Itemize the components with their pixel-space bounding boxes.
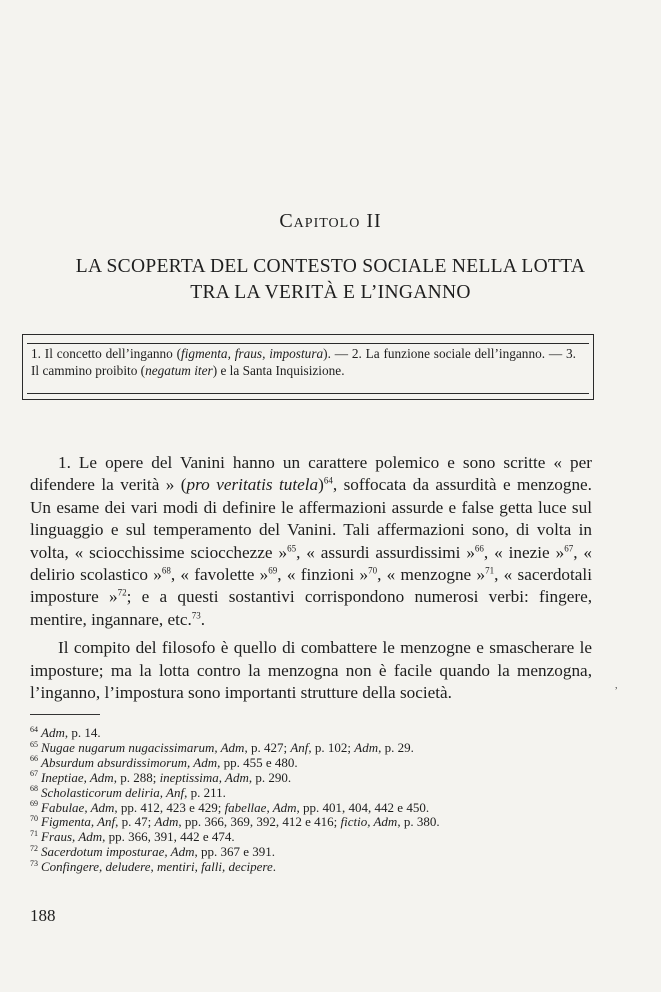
page-number: 188 (30, 906, 56, 925)
footnote-ref[interactable]: 69 (268, 565, 278, 576)
footnote-text: , pp. 366, 391, 442 e 474. (102, 829, 235, 845)
footnote-ref[interactable]: 72 (117, 587, 127, 598)
chapter-label-text: Capitolo II (279, 210, 382, 232)
chapter-title-line-2: TRA LA VERITÀ E L’INGANNO (190, 282, 471, 303)
footnote-text: , pp. 367 e 391. (194, 844, 275, 860)
footnote-number: 64 (30, 724, 38, 734)
footnote-text: , pp. 412, 423 e 429; (114, 799, 225, 815)
summary-italic: negatum iter (145, 363, 213, 378)
footnote-text: , p. 380. (397, 814, 440, 830)
footnote-text: , p. 290. (248, 769, 292, 785)
footnote-text: , pp. 366, 369, 392, 412 e 416; (178, 814, 341, 830)
footnote-italic: Adm (41, 725, 65, 740)
chapter-title (40, 254, 621, 306)
text-run: , « sacerdotali imposture » (30, 565, 592, 607)
footnote-number: 69 (30, 799, 38, 809)
footnote-italic: Fabulae, Adm (41, 799, 115, 815)
chapter-label (0, 210, 661, 233)
footnote-67 (30, 771, 570, 786)
footnote-text: , p. 102; (308, 739, 355, 755)
footnote-ref[interactable]: 70 (368, 565, 378, 576)
footnote-italic: ineptissima, Adm (159, 769, 249, 785)
footnote-italic: Figmenta, Anf (41, 814, 116, 830)
text-run: , « delirio scolastico » (30, 542, 593, 585)
paragraph-2: Il compito del filosofo è quello di combattere le menzogne e smascherare le imposture; ma la lotta contro la menzogna non è facile quando la menzogna, l’inganno, l’impostura sono importanti strutture della società. (30, 638, 592, 703)
chapter-summary-box (22, 334, 594, 400)
paragraph-1 (30, 452, 592, 631)
footnote-ref[interactable]: 67 (564, 542, 574, 553)
footnote-73 (30, 860, 570, 875)
footnote-text: , p. 427; (244, 739, 291, 755)
text-italic: pro veritatis tutela (186, 475, 319, 495)
text-run: . (200, 609, 206, 629)
footnote-number: 68 (30, 784, 38, 794)
summary-italic: figmenta, fraus, impostura (181, 346, 324, 361)
footnote-italic: Sacerdotum imposturae, Adm (41, 844, 195, 860)
footnote-number: 73 (30, 858, 38, 868)
footnote-72 (30, 845, 570, 860)
text-run: , soffocata da assurdità e menzogne. Un esame dei vari modi di definire le affermazioni assurde e false getta luce sul linguaggio e sul temperamento del Vanini. Tali affermazioni sono, di volta in volta, « sciocchissime sciocchezze » (30, 475, 592, 562)
footnote-text: , p. 29. (378, 739, 414, 755)
chapter-title-line-1: LA SCOPERTA DEL CONTESTO SOCIALE NELLA LOTTA (75, 256, 586, 277)
footnote-text: . (272, 859, 277, 875)
footnote-number: 72 (30, 843, 38, 853)
main-text (30, 452, 592, 704)
footnote-66 (30, 756, 570, 771)
footnote-separator (30, 714, 100, 715)
footnote-text: , p. 14. (64, 725, 101, 740)
footnote-number: 71 (30, 829, 38, 839)
footnotes (30, 726, 570, 875)
text-run: , « assurdi assurdissimi » (296, 542, 475, 562)
footnote-italic: Adm (154, 814, 179, 830)
summary-text-part: ). — 2. La funzione sociale dell’inganno. — 3. Il cammino proibito ( (31, 346, 576, 378)
footnote-italic: Absurdum absurdissimorum, Adm (41, 754, 218, 770)
footnote-text: , pp. 455 e 480. (217, 754, 298, 770)
footnote-ref[interactable]: 64 (323, 475, 333, 486)
chapter-summary (31, 345, 576, 379)
footnote-italic: Nugae nugarum nugacissimarum, Adm (41, 739, 245, 755)
text-run: , « favolette » (170, 565, 269, 585)
footnote-text: , p. 47; (115, 814, 155, 830)
footnote-71 (30, 830, 570, 845)
footnote-text: , p. 288; (113, 769, 160, 785)
footnote-italic: fabellae, Adm (224, 799, 297, 815)
footnote-italic: fictio, Adm (340, 814, 398, 830)
footnote-italic: Scholasticorum deliria, Anf (41, 784, 185, 800)
text-run: , « inezie » (483, 542, 565, 562)
footnote-text: , p. 211. (184, 784, 226, 800)
footnote-65 (30, 741, 570, 756)
footnote-number: 70 (30, 814, 38, 824)
footnote-ref[interactable]: 68 (161, 565, 171, 576)
footnote-number: 67 (30, 769, 38, 779)
footnote-68 (30, 786, 570, 801)
text-run: ; e a questi sostantivi corrispondono numerosi verbi: fingere, mentire, ingannare, etc. (30, 587, 592, 629)
footnote-number: 65 (30, 739, 38, 749)
footnote-ref[interactable]: 65 (287, 542, 297, 553)
footnote-ref[interactable]: 66 (474, 542, 484, 553)
footnote-italic: Fraus, Adm (41, 829, 103, 845)
footnote-text: , pp. 401, 404, 442 e 450. (296, 799, 430, 815)
footnote-italic: Anf (290, 739, 309, 755)
footnote-ref[interactable]: 71 (485, 565, 495, 576)
footnote-italic: Adm (354, 739, 379, 755)
footnote-italic: Confingere, deludere, mentiri, falli, decipere (41, 859, 273, 875)
footnote-ref[interactable]: 73 (191, 610, 201, 621)
text-run: , « finzioni » (277, 565, 369, 585)
text-run: , « menzogne » (377, 565, 486, 585)
summary-text-part: 1. Il concetto dell’inganno ( (31, 346, 182, 361)
margin-mark: , (615, 680, 618, 691)
footnote-italic: Ineptiae, Adm (41, 769, 114, 785)
footnote-number: 66 (30, 754, 38, 764)
text-run: ) (318, 475, 324, 495)
text-run: 1. Le opere del Vanini hanno un carattere polemico e sono scritte « per difendere la verità » ( (30, 453, 592, 495)
summary-text-part: ) e la Santa Inquisizione. (212, 363, 345, 378)
footnote-64 (30, 726, 570, 741)
